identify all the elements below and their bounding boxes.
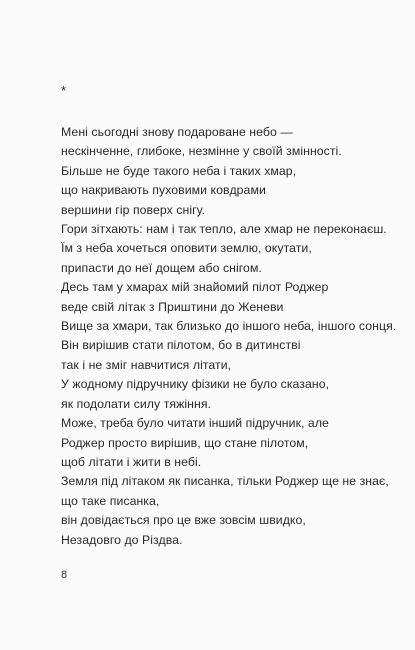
poem-line: Мені сьогодні знову подароване небо — — [61, 125, 293, 139]
poem-line: Гори зітхають: нам і так тепло, але хмар не переконаєш. — [61, 222, 387, 237]
poem-line: У жодному підручнику фізики не було сказано, — [61, 377, 330, 392]
page-number: 8 — [61, 569, 68, 581]
poem-line: Роджер просто вирішив, що стане пілотом, — [61, 435, 309, 450]
poem-line: Незадовго до Різдва. — [61, 532, 183, 547]
poem-line: нескінченне, глибоке, незмінне у своїй змінності. — [61, 144, 342, 159]
poem-line: Він вирішив стати пілотом, бо в дитинстві — [61, 338, 301, 353]
poem-line: Земля під літаком як писанка, тільки Роджер ще не знає, — [61, 474, 389, 489]
poem-line: Більше не буде такого неба і таких хмар, — [61, 163, 297, 178]
poem-line: припасти до неї дощем або снігом. — [61, 260, 262, 275]
poem-line: що накривають пуховими ковдрами — [61, 183, 266, 198]
poem-text — [61, 123, 396, 550]
poem-line: щоб літати і жити в небі. — [61, 454, 202, 469]
section-marker: * — [61, 83, 67, 98]
poem-line: так і не зміг навчитися літати, — [61, 357, 232, 372]
poem-line: Їм з неба хочеться оповити землю, окутати, — [61, 241, 312, 256]
poem-line: що таке писанка, — [61, 493, 160, 508]
poem-line: Десь там у хмарах мій знайомий пілот Роджер — [61, 280, 329, 295]
poem-line: як подолати силу тяжіння. — [61, 396, 212, 411]
poem-line: Може, треба було читати інший підручник, але — [61, 416, 329, 431]
poem-line: Вище за хмари, так близько до іншого неба, іншого сонця. — [61, 319, 397, 334]
poem-line: веде свій літак з Приштини до Женеви — [61, 299, 284, 314]
poem-line: вершини гір поверх снігу. — [61, 202, 206, 217]
poem-line: він довідається про це вже зовсім швидко, — [61, 513, 306, 528]
